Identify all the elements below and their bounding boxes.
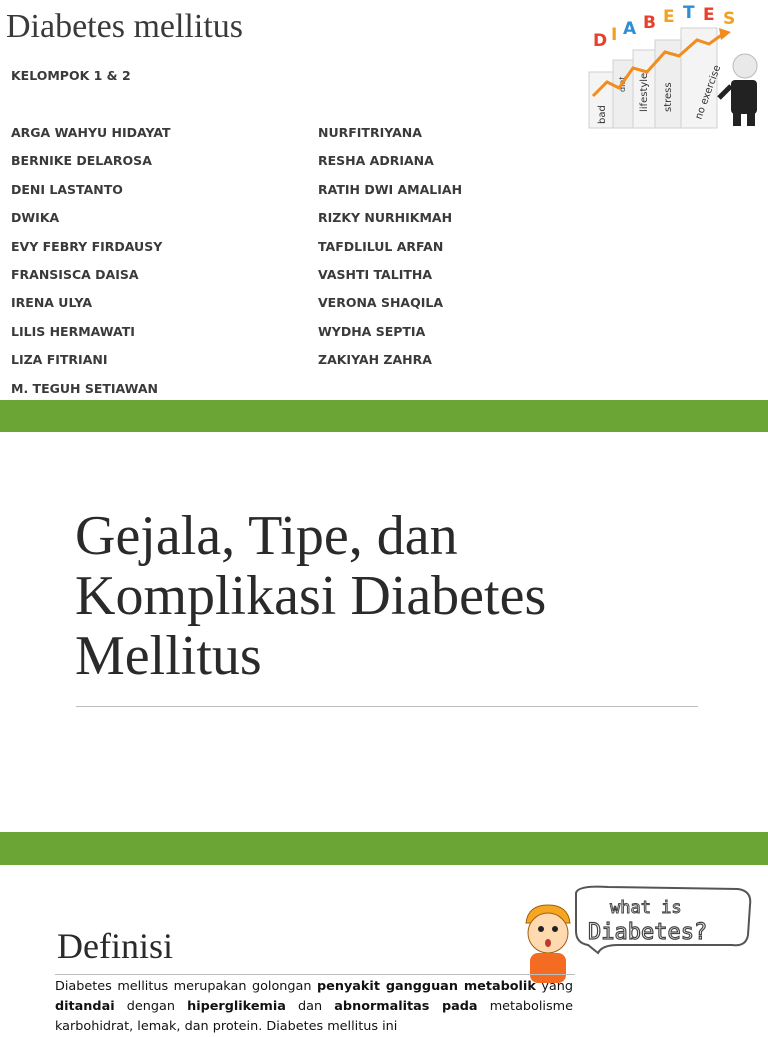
slide-section-title bbox=[0, 432, 768, 832]
member-name: RIZKY NURHIKMAH bbox=[318, 210, 453, 226]
word-letter: E bbox=[703, 5, 715, 25]
bar-label: bad bbox=[597, 105, 608, 124]
slide-cover bbox=[0, 0, 768, 400]
slide-divider bbox=[0, 400, 768, 432]
member-name: NURFITRIYANA bbox=[318, 125, 422, 140]
word-letter: A bbox=[623, 19, 637, 39]
group-label: KELOMPOK 1 & 2 bbox=[11, 68, 131, 83]
member-name: VERONA SHAQILA bbox=[318, 295, 444, 311]
arrow-head bbox=[719, 28, 731, 40]
bold-term: ditandai bbox=[55, 999, 115, 1014]
member-name: M. TEGUH SETIAWAN bbox=[11, 380, 159, 396]
member-name: IRENA ULYA bbox=[11, 295, 92, 311]
text-run: Diabetes mellitus merupakan golongan bbox=[55, 979, 317, 994]
diabetes-stairs-illustration bbox=[585, 0, 768, 130]
slide-title: Diabetes mellitus bbox=[6, 8, 244, 45]
word-letter: E bbox=[663, 7, 675, 27]
member-name: DENI LASTANTO bbox=[11, 181, 123, 197]
text-run: dan bbox=[285, 999, 335, 1014]
slide-divider bbox=[0, 832, 768, 865]
member-name: LIZA FITRIANI bbox=[11, 352, 108, 368]
word-letter: T bbox=[683, 3, 695, 23]
bold-term: penyakit gangguan metabolik bbox=[317, 979, 536, 994]
bubble-text: what is bbox=[610, 898, 682, 918]
member-name: DWIKA bbox=[11, 210, 60, 226]
slide-definition bbox=[0, 865, 768, 1034]
bar-label: no exercise bbox=[693, 63, 724, 122]
text-run: yang bbox=[535, 979, 573, 994]
figure-icon bbox=[719, 54, 757, 126]
bold-term: abnormalitas pada bbox=[334, 999, 478, 1014]
word-letter: D bbox=[593, 31, 608, 51]
member-name: VASHTI TALITHA bbox=[318, 266, 433, 282]
boy-character-icon bbox=[526, 905, 570, 983]
member-name: TAFDLILUL ARFAN bbox=[318, 238, 444, 254]
bar-label: stress bbox=[663, 82, 674, 112]
definition-heading: Definisi bbox=[57, 926, 173, 966]
member-name: WYDHA SEPTIA bbox=[318, 323, 426, 339]
member-name: FRANSISCA DAISA bbox=[11, 266, 139, 282]
bar-label: diet bbox=[618, 76, 627, 92]
heading-underline bbox=[76, 706, 698, 707]
member-name: RATIH DWI AMALIAH bbox=[318, 181, 463, 197]
definition-paragraph bbox=[55, 977, 573, 1037]
word-letter: S bbox=[723, 9, 736, 29]
heading-underline bbox=[55, 974, 575, 975]
member-name: ARGA WAHYU HIDAYAT bbox=[11, 125, 171, 140]
word-letter: I bbox=[611, 25, 618, 45]
member-name: ZAKIYAH ZAHRA bbox=[318, 352, 432, 368]
member-name: LILIS HERMAWATI bbox=[11, 323, 135, 339]
bold-term: hiperglikemia bbox=[187, 999, 286, 1014]
word-letter: B bbox=[643, 13, 656, 33]
text-run: metabolisme karbohidrat, lemak, dan protein. Diabetes mellitus ini bbox=[55, 999, 573, 1034]
member-name: BERNIKE DELAROSA bbox=[11, 153, 152, 169]
member-name: EVY FEBRY FIRDAUSY bbox=[11, 238, 163, 254]
member-list-right bbox=[318, 125, 462, 381]
bubble-text: Diabetes? bbox=[588, 920, 708, 945]
member-name: RESHA ADRIANA bbox=[318, 153, 434, 169]
section-heading: Gejala, Tipe, dan Komplikasi Diabetes Mellitus bbox=[75, 505, 547, 687]
bar-label: lifestyle bbox=[639, 72, 650, 112]
text-run: dengan bbox=[114, 999, 188, 1014]
member-list-left bbox=[11, 125, 171, 409]
what-is-diabetes-illustration bbox=[518, 883, 768, 983]
